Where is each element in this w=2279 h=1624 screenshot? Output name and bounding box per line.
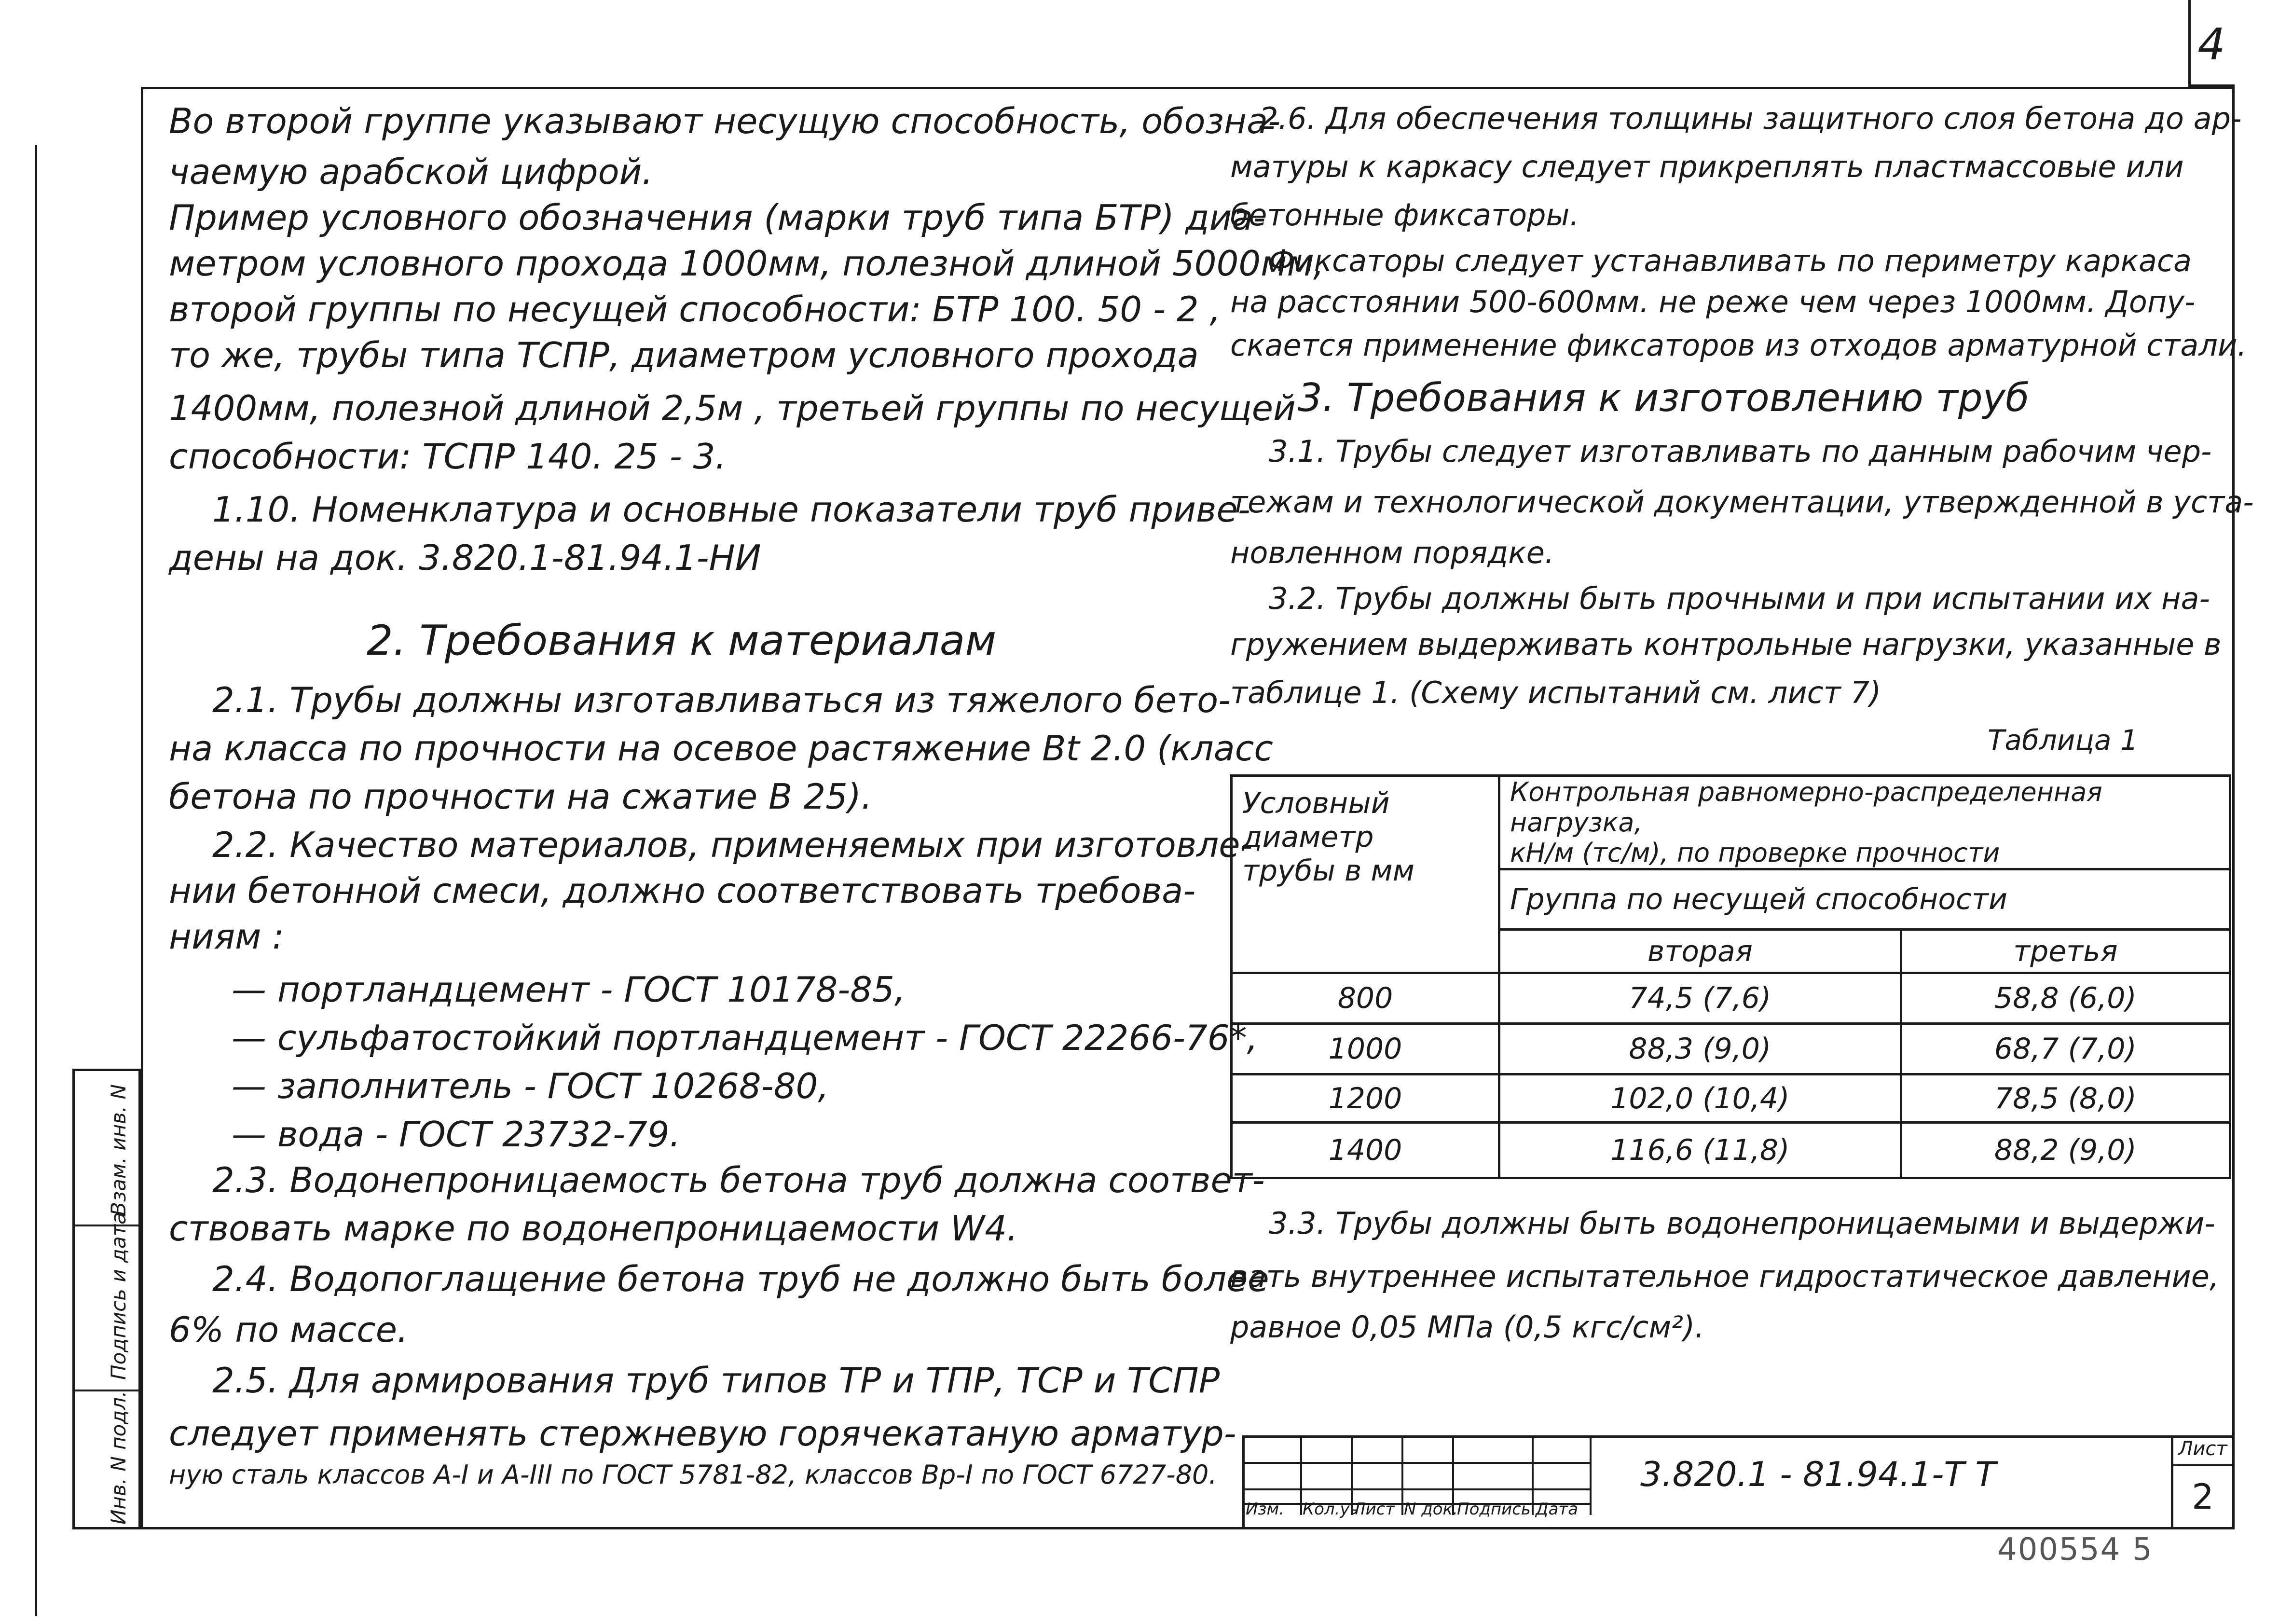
text-line: бетонные фиксаторы. bbox=[1230, 197, 1579, 233]
text-line: второй группы по несущей способности: БТР 100. 50 - 2 , bbox=[169, 289, 1221, 330]
text-line: таблице 1. (Схему испытаний см. лист 7) bbox=[1230, 675, 1881, 710]
header-line: Условный bbox=[1242, 786, 1390, 820]
text-line: ствовать марке по водонепроницаемости W4. bbox=[169, 1208, 1018, 1249]
text-line: способности: ТСПР 140. 25 - 3. bbox=[169, 436, 727, 477]
text-line: тежам и технологической документации, утвержденной в уста- bbox=[1230, 484, 2254, 520]
document-code: 3.820.1 - 81.94.1-Т Т bbox=[1640, 1455, 1996, 1494]
tb-caption-ndok: N док. bbox=[1404, 1500, 1458, 1519]
text-line: дены на док. 3.820.1-81.94.1-НИ bbox=[169, 537, 761, 578]
table-caption: Таблица 1 bbox=[1988, 724, 2138, 757]
cell-diameter: 800 bbox=[1232, 973, 1499, 1024]
text-line: 1.10. Номенклатура и основные показатели труб приве- bbox=[212, 489, 1250, 530]
table-row bbox=[1232, 1074, 2230, 1123]
cell-third: 68,7 (7,0) bbox=[1901, 1024, 2230, 1074]
list-item: — заполнитель - ГОСТ 10268-80, bbox=[232, 1066, 829, 1106]
text-line: 2.1. Трубы должны изготавливаться из тяжелого бето- bbox=[212, 680, 1231, 720]
archive-stamp: 400554 bbox=[1997, 1532, 2121, 1568]
table-header-second: вторая bbox=[1499, 930, 1901, 973]
text-line: нии бетонной смеси, должно соответствовать требова- bbox=[169, 870, 1196, 911]
sheet-label: Лист bbox=[2178, 1438, 2227, 1460]
text-line: то же, трубы типа ТСПР, диаметром условного прохода bbox=[169, 335, 1199, 375]
archive-stamp-suffix: 5 bbox=[2132, 1532, 2152, 1568]
header-line: трубы в мм bbox=[1242, 854, 1414, 888]
text-line: на класса по прочности на осевое растяжение Bt 2.0 (класс bbox=[169, 728, 1273, 769]
text-line: следует применять стержневую горячекатаную арматур- bbox=[169, 1413, 1236, 1454]
list-item: — портландцемент - ГОСТ 10178-85, bbox=[232, 969, 906, 1010]
cell-diameter: 1400 bbox=[1232, 1123, 1499, 1178]
cell-diameter: 1200 bbox=[1232, 1074, 1499, 1123]
tb-caption-data: Дата bbox=[1536, 1500, 1579, 1519]
table-row bbox=[1232, 1123, 2230, 1178]
text-line: скается применение фиксаторов из отходов арматурной стали. bbox=[1230, 328, 2247, 363]
sheet-number: 2 bbox=[2192, 1476, 2214, 1517]
side-stamp-strip bbox=[72, 1069, 141, 1529]
text-line: бетона по прочности на сжатие В 25). bbox=[169, 776, 872, 817]
text-line: чаемую арабской цифрой. bbox=[169, 151, 653, 192]
cell-second: 116,6 (11,8) bbox=[1499, 1123, 1901, 1178]
table-header-load bbox=[1499, 776, 2230, 869]
text-line: 1400мм, полезной длиной 2,5м , третьей группы по несущей bbox=[169, 388, 1296, 428]
text-line: ную сталь классов А-I и А-III по ГОСТ 5781-82, классов Вр-I по ГОСТ 6727-80. bbox=[169, 1459, 1217, 1490]
text-line: 2.5. Для армирования труб типов ТР и ТПР, ТСР и ТСПР bbox=[212, 1360, 1220, 1401]
table-header-group: Группа по несущей способности bbox=[1499, 869, 2230, 930]
strip-label-inv-podl: Инв. N подл. bbox=[107, 1390, 130, 1525]
table-header-third: третья bbox=[1901, 930, 2230, 973]
text-line: 2.2. Качество материалов, применяемых при изготовле- bbox=[212, 825, 1253, 865]
list-item: — сульфатостойкий портландцемент - ГОСТ 22266-76*, bbox=[232, 1018, 1258, 1058]
tb-caption-list: Лист bbox=[1353, 1500, 1395, 1519]
text-line: 3.1. Трубы следует изготавливать по данным рабочим чер- bbox=[1269, 434, 2212, 469]
cell-third: 78,5 (8,0) bbox=[1901, 1074, 2230, 1123]
cell-second: 88,3 (9,0) bbox=[1499, 1024, 1901, 1074]
cell-diameter: 1000 bbox=[1232, 1024, 1499, 1074]
text-line: 6% по массе. bbox=[169, 1309, 408, 1350]
text-line: гружением выдерживать контрольные нагрузки, указанные в bbox=[1230, 627, 2222, 662]
text-line: новленном порядке. bbox=[1230, 535, 1554, 570]
tb-caption-izm: Изм. bbox=[1246, 1500, 1284, 1519]
cell-third: 58,8 (6,0) bbox=[1901, 973, 2230, 1024]
tb-caption-koluch: Кол.уч bbox=[1303, 1500, 1359, 1519]
text-line: на расстоянии 500-600мм. не реже чем через 1000мм. Допу- bbox=[1230, 284, 2196, 319]
text-line: 3.2. Трубы должны быть прочными и при испытании их на- bbox=[1269, 581, 2210, 616]
text-line: 2.3. Водонепроницаемость бетона труб должна соответ- bbox=[212, 1160, 1265, 1200]
strip-label-podpis: Подпись и дата bbox=[107, 1212, 130, 1380]
header-line: кН/м (тс/м), по проверке прочности bbox=[1510, 838, 2000, 868]
text-line: матуры к каркасу следует прикреплять пластмассовые или bbox=[1230, 149, 2184, 184]
section-3-title: 3. Требования к изготовлению труб bbox=[1298, 375, 2030, 420]
text-line: 2.6. Для обеспечения толщины защитного слоя бетона до ар- bbox=[1259, 101, 2242, 136]
text-line: 2.4. Водопоглащение бетона труб не должно быть более bbox=[212, 1259, 1269, 1299]
table-header-diameter bbox=[1232, 776, 1499, 973]
text-line: равное 0,05 МПа (0,5 кгс/см²). bbox=[1230, 1309, 1704, 1345]
strip-label-vzam: Взам. инв. N bbox=[107, 1084, 130, 1216]
table-row bbox=[1232, 973, 2230, 1024]
tb-caption-podpis: Подпись bbox=[1457, 1500, 1531, 1519]
text-line: 3.3. Трубы должны быть водонепроницаемыми и выдержи- bbox=[1269, 1206, 2215, 1241]
header-line: Контрольная равномерно-распределенная нагрузка, bbox=[1510, 777, 2102, 838]
table-row bbox=[1232, 1024, 2230, 1074]
list-item: — вода - ГОСТ 23732-79. bbox=[232, 1114, 681, 1155]
binding-rule bbox=[35, 145, 37, 1616]
header-line: диаметр bbox=[1242, 820, 1374, 854]
loads-table bbox=[1230, 774, 2231, 1179]
text-line: вать внутреннее испытательное гидростатическое давление, bbox=[1230, 1259, 2219, 1294]
text-line: метром условного прохода 1000мм, полезной длиной 5000мм, bbox=[169, 243, 1324, 284]
section-2-title: 2. Требования к материалам bbox=[367, 617, 997, 665]
text-line: Фиксаторы следует устанавливать по периметру каркаса bbox=[1269, 243, 2192, 278]
text-line: Во второй группе указывают несущую способность, обозна- bbox=[169, 101, 1281, 141]
text-line: Пример условного обозначения (марки труб типа БТР) диа- bbox=[169, 197, 1266, 238]
corner-page-number: 4 bbox=[2197, 19, 2225, 70]
cell-second: 74,5 (7,6) bbox=[1499, 973, 1901, 1024]
cell-third: 88,2 (9,0) bbox=[1901, 1123, 2230, 1178]
text-line: ниям : bbox=[169, 916, 284, 957]
cell-second: 102,0 (10,4) bbox=[1499, 1074, 1901, 1123]
